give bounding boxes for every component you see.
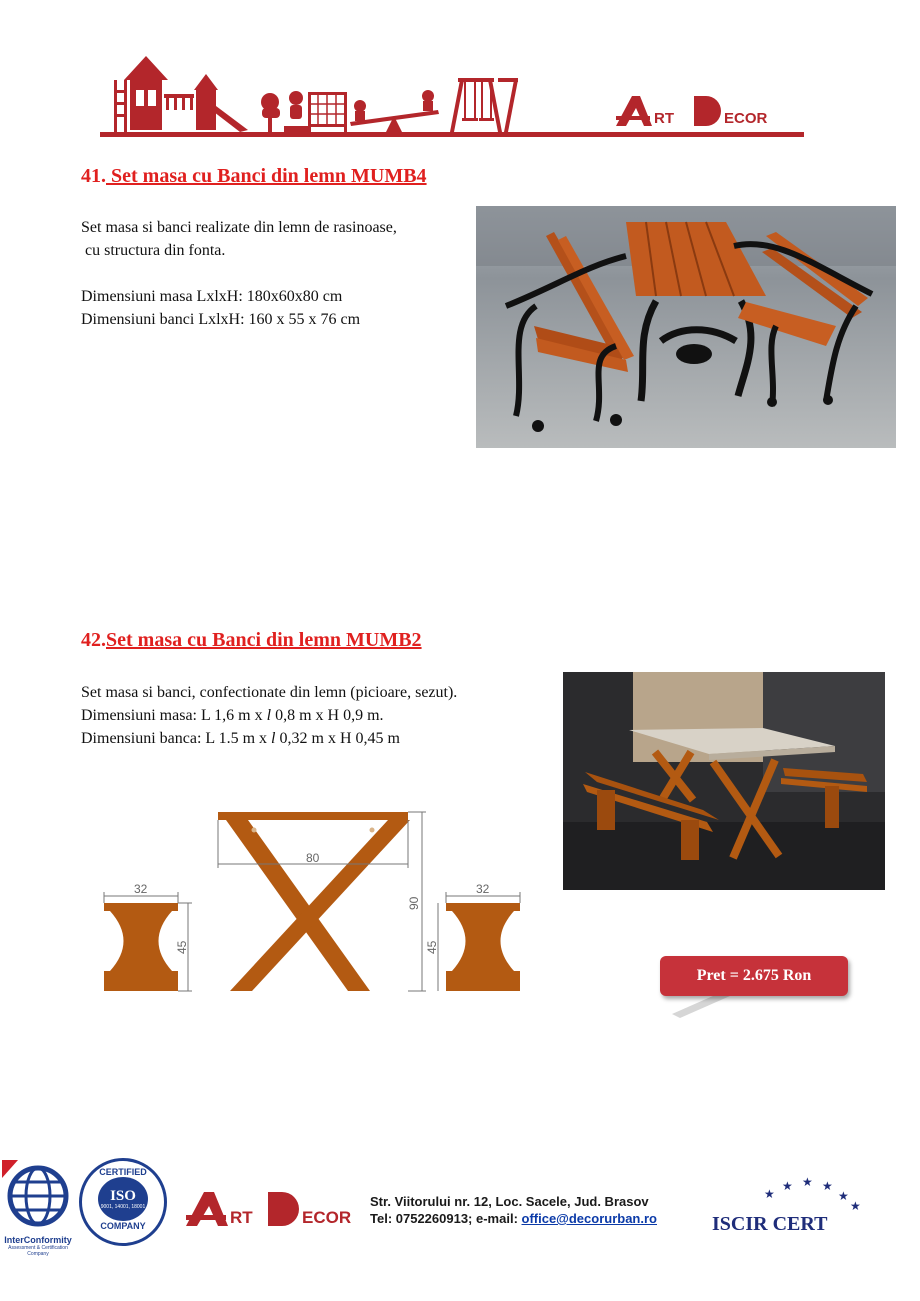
artdecor-logo-header [614, 94, 784, 130]
product-41-dim-banci: Dimensiuni banci LxlxH: 160 x 55 x 76 cm [81, 311, 361, 328]
dimension-diagram [96, 800, 528, 1000]
dim-left-bench-height: 45 [175, 940, 189, 954]
dim-table-width: 80 [306, 851, 320, 865]
iso-certified-badge [79, 1158, 167, 1246]
product-41-name: Set masa cu Banci din lemn MUMB4 [106, 165, 427, 187]
svg-text:★: ★ [822, 1179, 833, 1193]
product-42-photo-image [563, 672, 885, 890]
product-41-photo [476, 206, 896, 448]
footer-logo-ecor: ECOR [302, 1208, 352, 1227]
price-badge: Pret = 2.675 Ron [660, 956, 848, 996]
product-42-number: 42. [81, 629, 106, 651]
email-link[interactable]: office@decorurban.ro [521, 1211, 657, 1226]
dim-table-height: 90 [407, 896, 421, 910]
footer-phone-email: Tel: 0752260913; e-mail: office@decorurban.ro [370, 1211, 657, 1226]
dim-left-bench-width: 32 [134, 882, 148, 896]
product-41-photo-image [476, 206, 896, 448]
svg-text:★: ★ [764, 1187, 775, 1201]
svg-text:★: ★ [802, 1176, 813, 1189]
footer-contact [370, 1193, 710, 1227]
globe-icon [2, 1160, 74, 1230]
product-42-desc-line: Set masa si banci, confectionate din lemn (picioare, sezut). [81, 684, 458, 701]
iso-standards: 9001, 14001, 18001 [100, 1204, 146, 1210]
logo-rt: RT [654, 110, 674, 127]
stars-icon [712, 1176, 872, 1212]
iso-mark: ISO [110, 1188, 136, 1204]
footer-logo-rt: RT [230, 1208, 253, 1227]
iso-center [98, 1177, 148, 1221]
product-41-number: 41. [81, 165, 106, 187]
interconformity-subtitle: Assessment & Certification Company [8, 1245, 68, 1257]
iscir-cert-logo [712, 1176, 872, 1246]
iso-bottom-text: COMPANY [100, 1221, 146, 1231]
product-41-dim-masa: Dimensiuni masa LxlxH: 180x60x80 cm [81, 288, 343, 305]
dim-table-low-height: 45 [425, 940, 439, 954]
product-42-title [81, 629, 422, 652]
product-42-photo [563, 672, 885, 890]
interconformity-logo [2, 1160, 74, 1257]
product-42-technical-drawing [96, 800, 528, 1000]
product-42-name: Set masa cu Banci din lemn MUMB2 [106, 629, 422, 651]
product-42-description [81, 681, 551, 750]
product-41-desc-line-2: cu structura din fonta. [81, 242, 226, 259]
product-41-description [81, 216, 461, 331]
svg-text:★: ★ [838, 1189, 849, 1203]
svg-text:★: ★ [782, 1179, 793, 1193]
product-42-dim-banca: Dimensiuni banca: L 1.5 m x l 0,32 m x H 0,45 m [81, 730, 400, 747]
logo-ecor: ECOR [724, 110, 768, 127]
dim-right-bench-width: 32 [476, 882, 490, 896]
product-42-dim-masa: Dimensiuni masa: L 1,6 m x l 0,8 m x H 0,9 m. [81, 707, 384, 724]
interconformity-name: InterConformity [4, 1235, 72, 1245]
artdecor-logo-footer [184, 1190, 364, 1230]
iso-top-text: CERTIFIED [99, 1167, 147, 1177]
footer-address: Str. Viitorului nr. 12, Loc. Sacele, Jud. Brasov [370, 1194, 649, 1209]
italic-l: l [271, 730, 276, 747]
product-41-desc-line-1: Set masa si banci realizate din lemn de rasinoase, [81, 219, 397, 236]
svg-text:★: ★ [850, 1199, 861, 1212]
product-41-title [81, 165, 427, 188]
italic-l: l [266, 707, 272, 724]
iscir-cert-text: ISCIR CERT [712, 1213, 828, 1235]
